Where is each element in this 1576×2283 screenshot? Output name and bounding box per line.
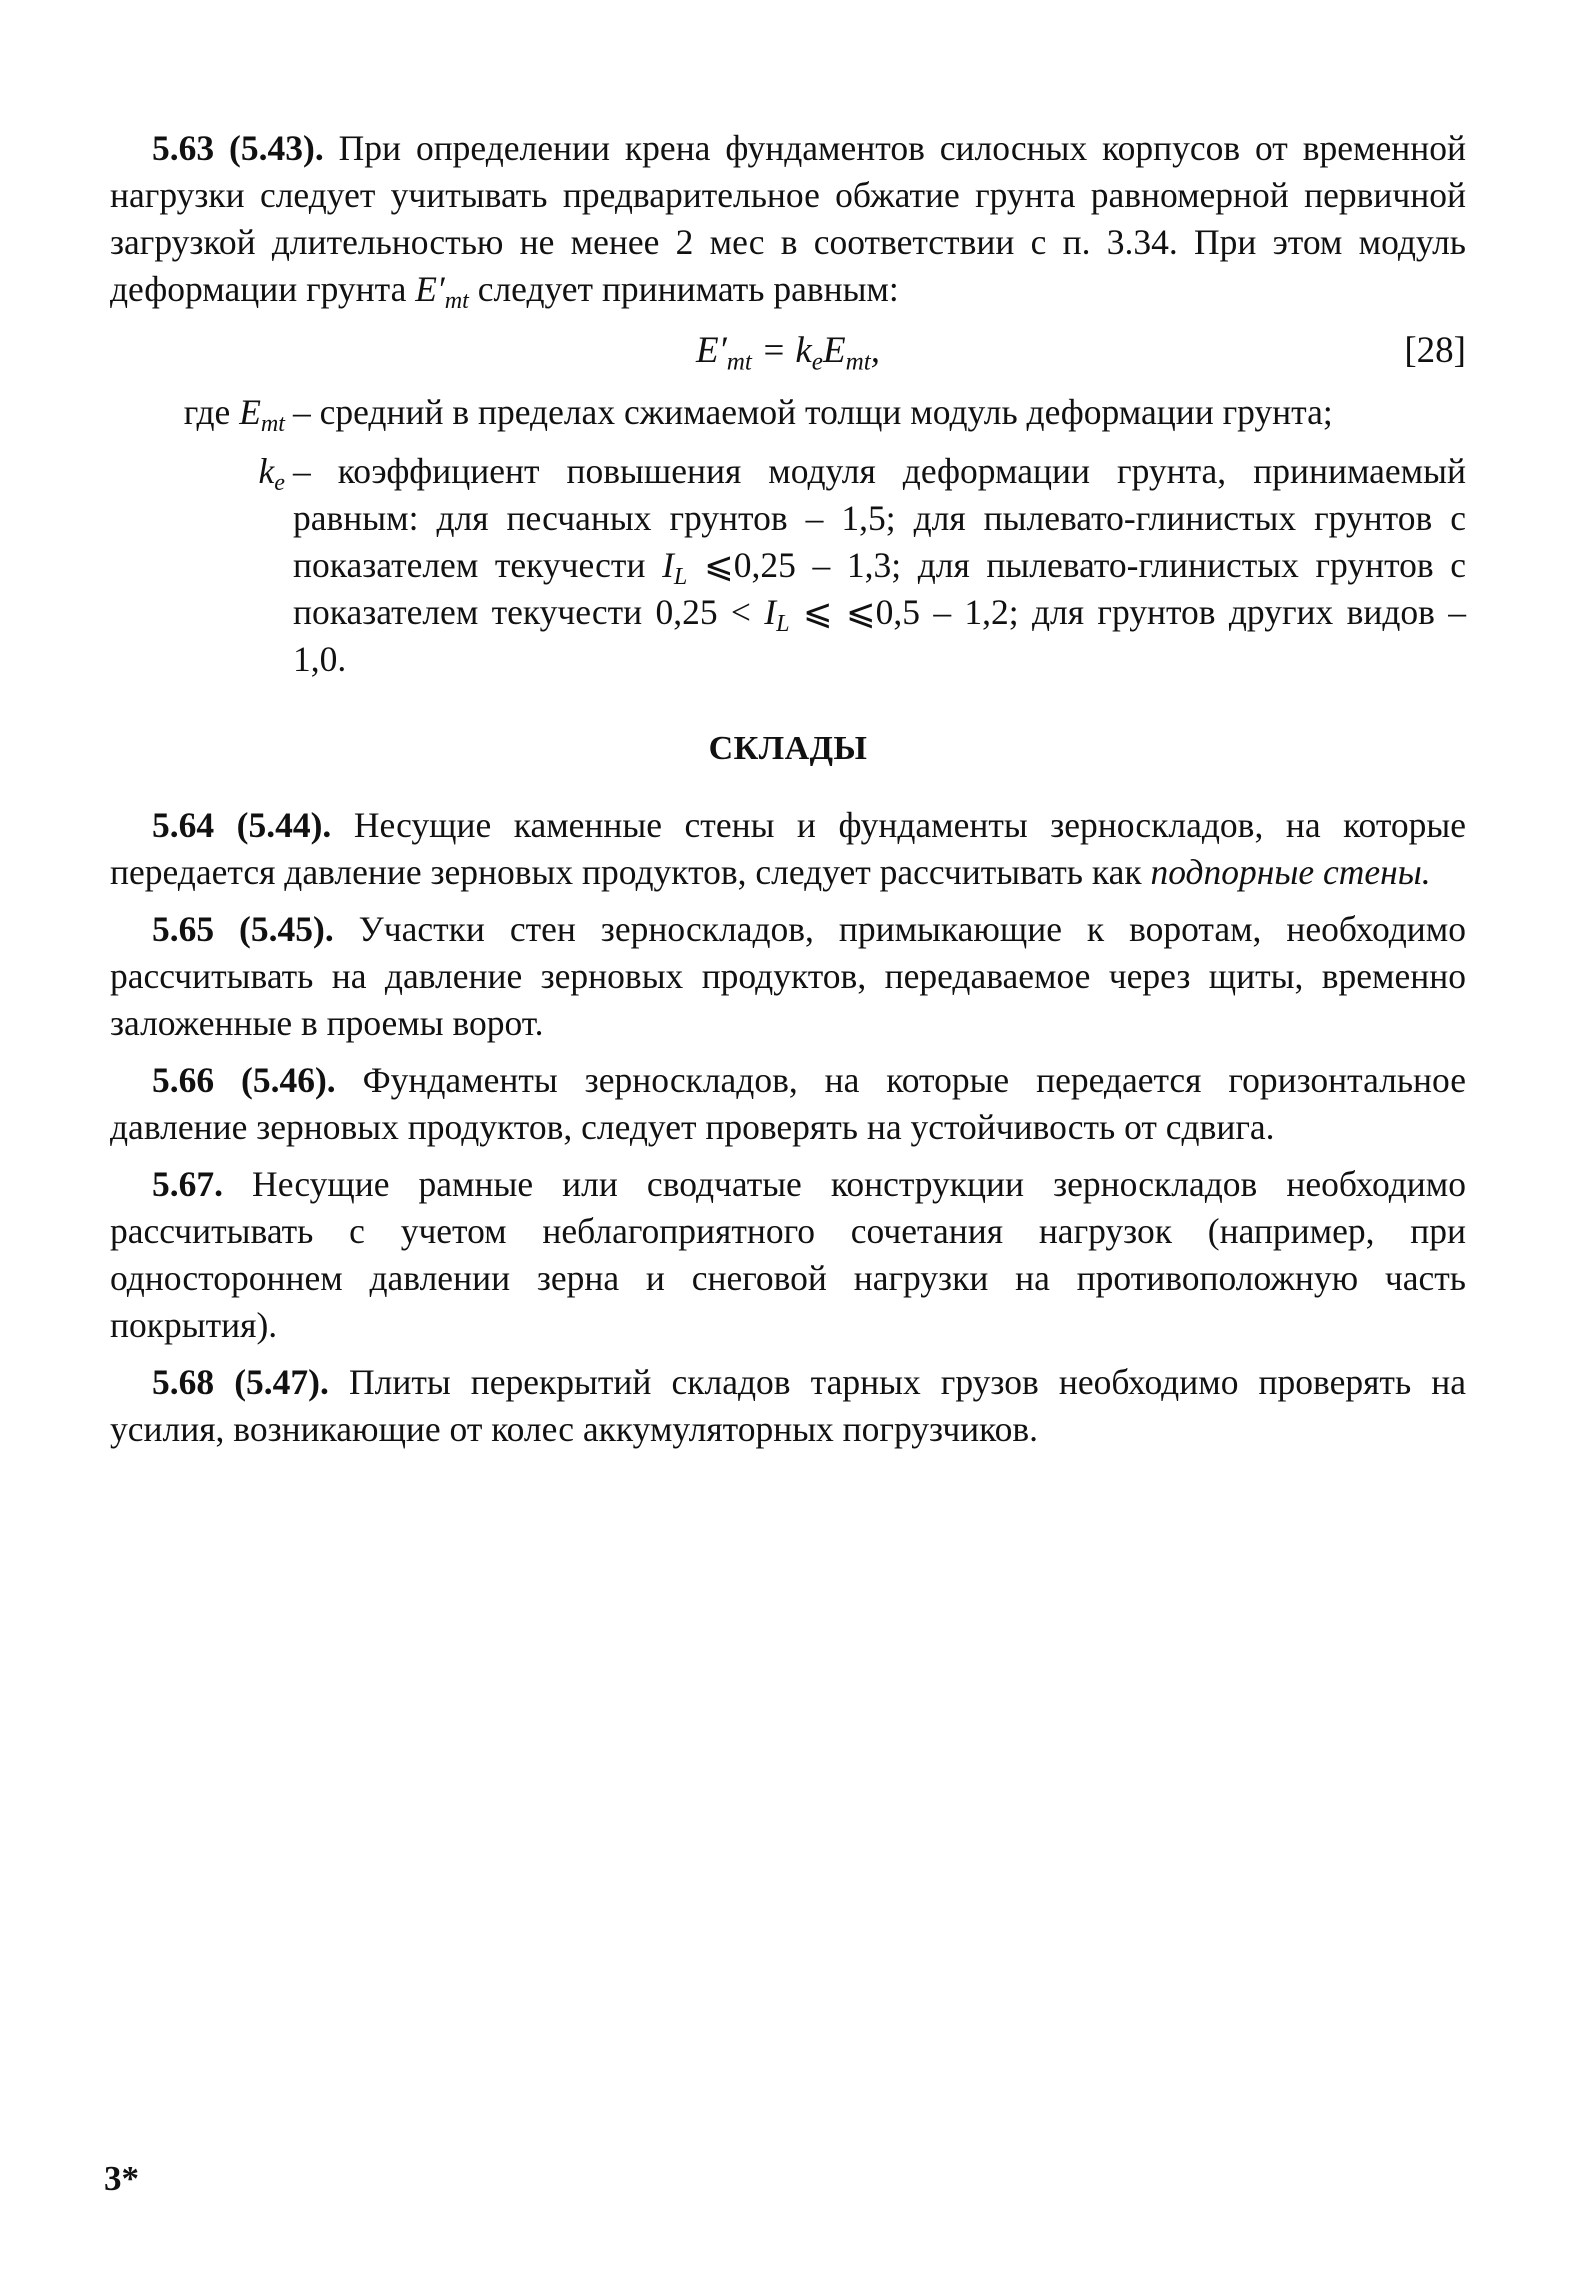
paragraph-text: Участки стен зерноскладов, примыкающие к воротам, необходимо рассчитывать на давление зерновых продуктов, передаваемое через щиты, временно заложенные в проемы ворот. (110, 909, 1466, 1043)
equation-number: [28] (1404, 330, 1466, 371)
paragraph-5-63 (110, 125, 1466, 313)
paragraph-5-65 (110, 906, 1466, 1047)
math-symbol: E′ (415, 269, 445, 309)
formula-equals-k: = k (751, 330, 812, 371)
clause-number: 5.68 (5.47). (152, 1362, 329, 1402)
paragraph-italic-text: подпорные стены. (1150, 852, 1431, 892)
paragraph-text: При определении крена фундаментов силосных корпусов от временной нагрузки следует учитывать предварительное обжатие грунта равномерной первичной загрузкой длительностью не менее 2 мес в соответствии с п. 3.34. При этом модуль деформации грунта (110, 128, 1466, 309)
clause-number: 5.67. (152, 1164, 223, 1204)
page-signature-mark: 3* (104, 2159, 139, 2198)
formula-expression (110, 327, 1466, 374)
clause-number: 5.66 (5.46). (152, 1060, 336, 1100)
formula-rhs: E (822, 330, 846, 371)
formula-28 (110, 323, 1466, 381)
definition-text: – коэффициент повышения модуля деформации грунта, принимаемый равным: для песчаных грунтов – 1,5; для пылевато-глинистых грунтов с показателем текучести $I_L$ ⩽0,25 – 1,3; для пылевато-глинистых грунтов с показателем текучести $0,25 < I_L$ ⩽ ⩽0,5 – 1,2; для грунтов других видов – 1,0. (293, 451, 1467, 679)
paragraph-text: Несущие рамные или сводчатые конструкции зерноскладов необходимо рассчитывать с учетом неблагоприятного сочетания нагрузок (например, при одностороннем давлении зерна и снеговой нагрузки на противоположную часть покрытия). (110, 1164, 1466, 1345)
paragraph-text: следует принимать равным: (468, 269, 899, 309)
definition-item (110, 389, 1466, 436)
paragraph-text: Плиты перекрытий складов тарных грузов необходимо проверять на усилия, возникающие от колес аккумуляторных погрузчиков. (110, 1362, 1466, 1449)
clause-number: 5.65 (5.45). (152, 909, 334, 949)
paragraph-5-66 (110, 1057, 1466, 1151)
formula-rhs-subscript: mt (845, 348, 871, 376)
definition-text: – средний в пределах сжимаемой толщи модуль деформации грунта; (293, 392, 1333, 432)
definition-item (110, 448, 1466, 683)
paragraph-5-64 (110, 802, 1466, 896)
section-heading: СКЛАДЫ (708, 730, 868, 767)
definition-symbol: где $E_{mt}$ (183, 392, 285, 438)
formula-tail: , (870, 330, 880, 371)
math-subscript: mt (444, 287, 469, 315)
paragraph-5-68 (110, 1359, 1466, 1453)
paragraph-text: Фундаменты зерноскладов, на которые передается горизонтальное давление зерновых продуктов, следует проверять на устойчивость от сдвига. (110, 1060, 1466, 1147)
paragraph-text: Несущие каменные стены и фундаменты зерноскладов, на которые передается давление зерновых продуктов, следует рассчитывать как (110, 805, 1466, 892)
clause-number: 5.64 (5.44). (152, 805, 332, 845)
definition-symbol: $k_e$ (258, 451, 285, 497)
formula-lhs-subscript: mt (726, 348, 752, 376)
clause-number: 5.63 (5.43). (152, 128, 324, 168)
paragraph-5-67 (110, 1161, 1466, 1349)
formula-lhs: E′ (696, 330, 727, 371)
formula-k-subscript: e (811, 348, 823, 376)
definitions-list (110, 389, 1466, 683)
